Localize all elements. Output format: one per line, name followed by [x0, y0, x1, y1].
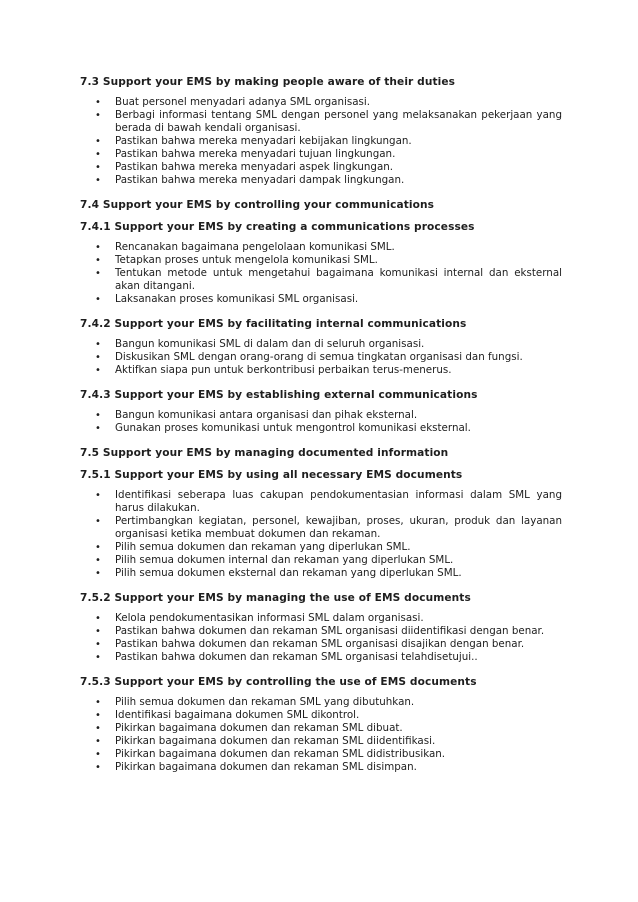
section-heading-7-5-1: 7.5.1 Support your EMS by using all necessary EMS documents — [80, 469, 463, 481]
list-item: • Bangun komunikasi antara organisasi dan pihak eksternal. — [80, 409, 562, 422]
list-item: • Tentukan metode untuk mengetahui bagaimana komunikasi internal dan eksternal akan ditangani. — [80, 267, 562, 293]
list-item: • Pilih semua dokumen dan rekaman SML yang dibutuhkan. — [80, 696, 562, 709]
section-heading-7-5-3: 7.5.3 Support your EMS by controlling the use of EMS documents — [80, 676, 477, 688]
list-item: • Kelola pendokumentasikan informasi SML dalam organisasi. — [80, 612, 562, 625]
list-item: • Pikirkan bagaimana dokumen dan rekaman SML disimpan. — [80, 761, 562, 774]
bullet-list-7-5-3 — [80, 696, 562, 774]
bullet-list-7-4-2 — [80, 338, 562, 377]
bullet-list-7-5-1 — [80, 489, 562, 580]
list-item: • Identifikasi bagaimana dokumen SML dikontrol. — [80, 709, 562, 722]
section-heading-7-5: 7.5 Support your EMS by managing documented information — [80, 447, 449, 459]
list-item: • Pastikan bahwa mereka menyadari tujuan lingkungan. — [80, 148, 562, 161]
list-item: • Pilih semua dokumen internal dan rekaman yang diperlukan SML. — [80, 554, 562, 567]
section-heading-7-4-3: 7.4.3 Support your EMS by establishing external communications — [80, 389, 478, 401]
list-item: • Pastikan bahwa dokumen dan rekaman SML organisasi telahdisetujui.. — [80, 651, 562, 664]
list-item: • Pastikan bahwa dokumen dan rekaman SML organisasi diidentifikasi dengan benar. — [80, 625, 562, 638]
list-item: • Pastikan bahwa dokumen dan rekaman SML organisasi disajikan dengan benar. — [80, 638, 562, 651]
bullet-list-7-4-3 — [80, 409, 562, 435]
bullet-list-7-4-1 — [80, 241, 562, 306]
list-item: • Aktifkan siapa pun untuk berkontribusi perbaikan terus-menerus. — [80, 364, 562, 377]
section-heading-7-5-2: 7.5.2 Support your EMS by managing the use of EMS documents — [80, 592, 471, 604]
list-item: • Rencanakan bagaimana pengelolaan komunikasi SML. — [80, 241, 562, 254]
list-item: • Pilih semua dokumen eksternal dan rekaman yang diperlukan SML. — [80, 567, 562, 580]
bullet-list-7-5-2 — [80, 612, 562, 664]
list-item: • Pilih semua dokumen dan rekaman yang diperlukan SML. — [80, 541, 562, 554]
list-item: • Pertimbangkan kegiatan, personel, kewajiban, proses, ukuran, produk dan layanan organisasi ketika membuat dokumen dan rekaman. — [80, 515, 562, 541]
list-item: • Buat personel menyadari adanya SML organisasi. — [80, 96, 562, 109]
section-heading-7-3: 7.3 Support your EMS by making people aware of their duties — [80, 76, 456, 88]
list-item: • Identifikasi seberapa luas cakupan pendokumentasian informasi dalam SML yang harus dilakukan. — [80, 489, 562, 515]
list-item: • Pastikan bahwa mereka menyadari aspek lingkungan. — [80, 161, 562, 174]
section-heading-7-4-2: 7.4.2 Support your EMS by facilitating internal communications — [80, 318, 467, 330]
section-heading-7-4: 7.4 Support your EMS by controlling your communications — [80, 199, 435, 211]
list-item: • Bangun komunikasi SML di dalam dan di seluruh organisasi. — [80, 338, 562, 351]
list-item: • Pastikan bahwa mereka menyadari dampak lingkungan. — [80, 174, 562, 187]
list-item: • Pikirkan bagaimana dokumen dan rekaman SML dibuat. — [80, 722, 562, 735]
list-item: • Diskusikan SML dengan orang-orang di semua tingkatan organisasi dan fungsi. — [80, 351, 562, 364]
list-item: • Berbagi informasi tentang SML dengan personel yang melaksanakan pekerjaan yang berada di bawah kendali organisasi. — [80, 109, 562, 135]
section-heading-7-4-1: 7.4.1 Support your EMS by creating a communications processes — [80, 221, 475, 233]
list-item: • Pastikan bahwa mereka menyadari kebijakan lingkungan. — [80, 135, 562, 148]
bullet-list-7-3 — [80, 96, 562, 187]
list-item: • Tetapkan proses untuk mengelola komunikasi SML. — [80, 254, 562, 267]
list-item: • Gunakan proses komunikasi untuk mengontrol komunikasi eksternal. — [80, 422, 562, 435]
document-page — [80, 76, 562, 774]
list-item: • Laksanakan proses komunikasi SML organisasi. — [80, 293, 562, 306]
list-item: • Pikirkan bagaimana dokumen dan rekaman SML didistribusikan. — [80, 748, 562, 761]
list-item: • Pikirkan bagaimana dokumen dan rekaman SML diidentifikasi. — [80, 735, 562, 748]
